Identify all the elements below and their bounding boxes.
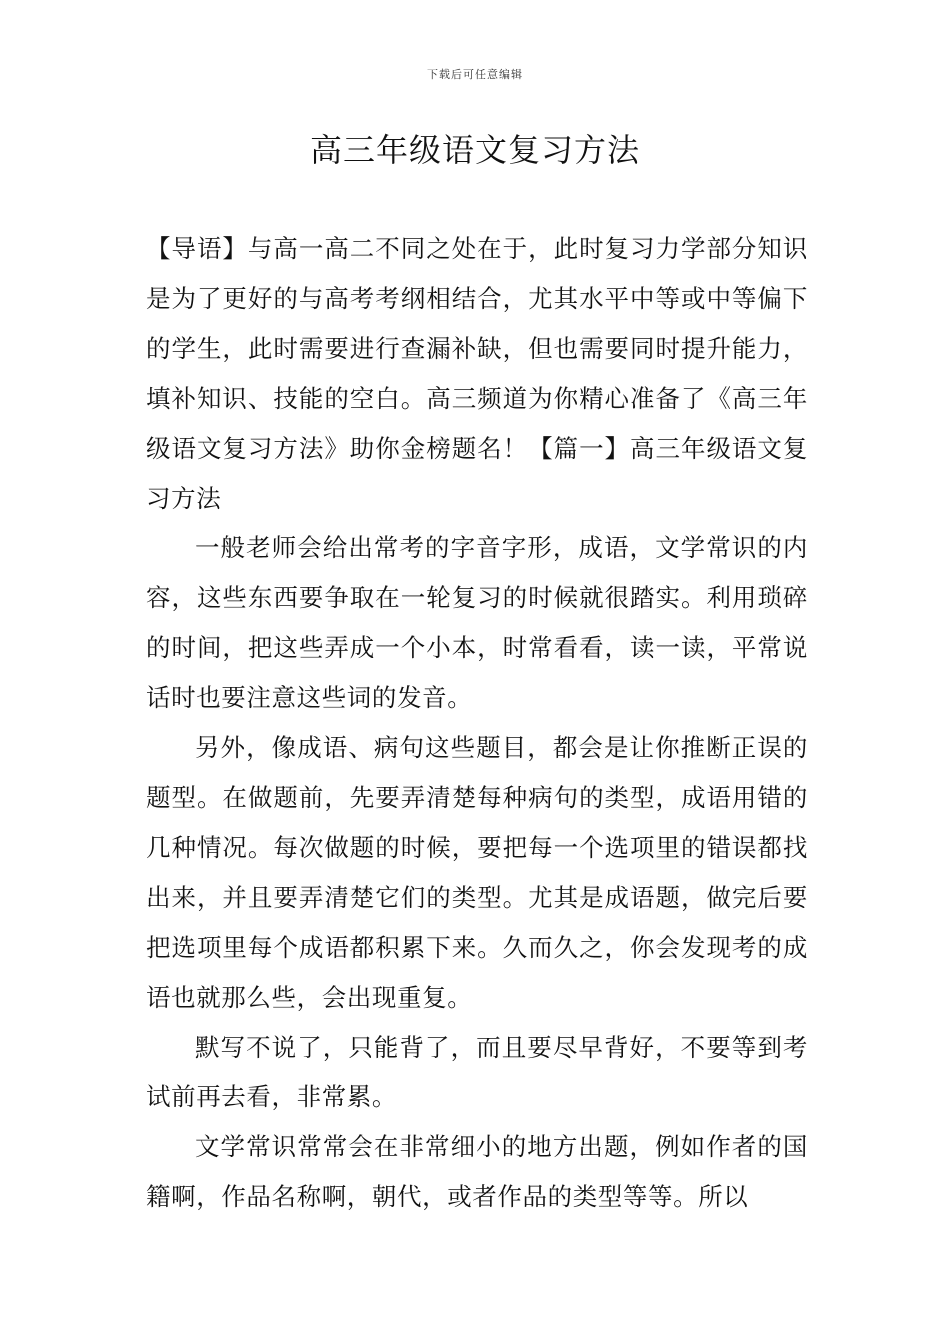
document-body (146, 224, 808, 1222)
paragraph-4: 文学常识常常会在非常细小的地方出题，例如作者的国籍啊，作品名称啊，朝代，或者作品的类型等等。所以 (146, 1132, 808, 1212)
paragraph-1: 一般老师会给出常考的字音字形，成语，文学常识的内容，这些东西要争取在一轮复习的时候就很踏实。利用琐碎的时间，把这些弄成一个小本，时常看看，读一读，平常说话时也要注意这些词的发音。 (146, 533, 808, 713)
paragraph-2: 另外，像成语、病句这些题目，都会是让你推断正误的题型。在做题前，先要弄清楚每种病句的类型，成语用错的几种情况。每次做题的时候，要把每一个选项里的错误都找出来，并且要弄清楚它们的类型。尤其是成语题，做完后要把选项里每个成语都积累下来。久而久之，你会发现考的成语也就那么些，会出现重复。 (146, 733, 808, 1012)
paragraph-intro: 【导语】与高一高二不同之处在于，此时复习力学部分知识是为了更好的与高考考纲相结合，尤其水平中等或中等偏下的学生，此时需要进行查漏补缺，但也需要同时提升能力，填补知识、技能的空白。高三频道为你精心准备了《高三年级语文复习方法》助你金榜题名！【篇一】高三年级语文复习方法 (146, 234, 808, 513)
header-note: 下载后可任意编辑 (427, 68, 523, 81)
document-title: 高三年级语文复习方法 (309, 131, 640, 169)
paragraph-3: 默写不说了，只能背了，而且要尽早背好，不要等到考试前再去看，非常累。 (146, 1032, 808, 1112)
